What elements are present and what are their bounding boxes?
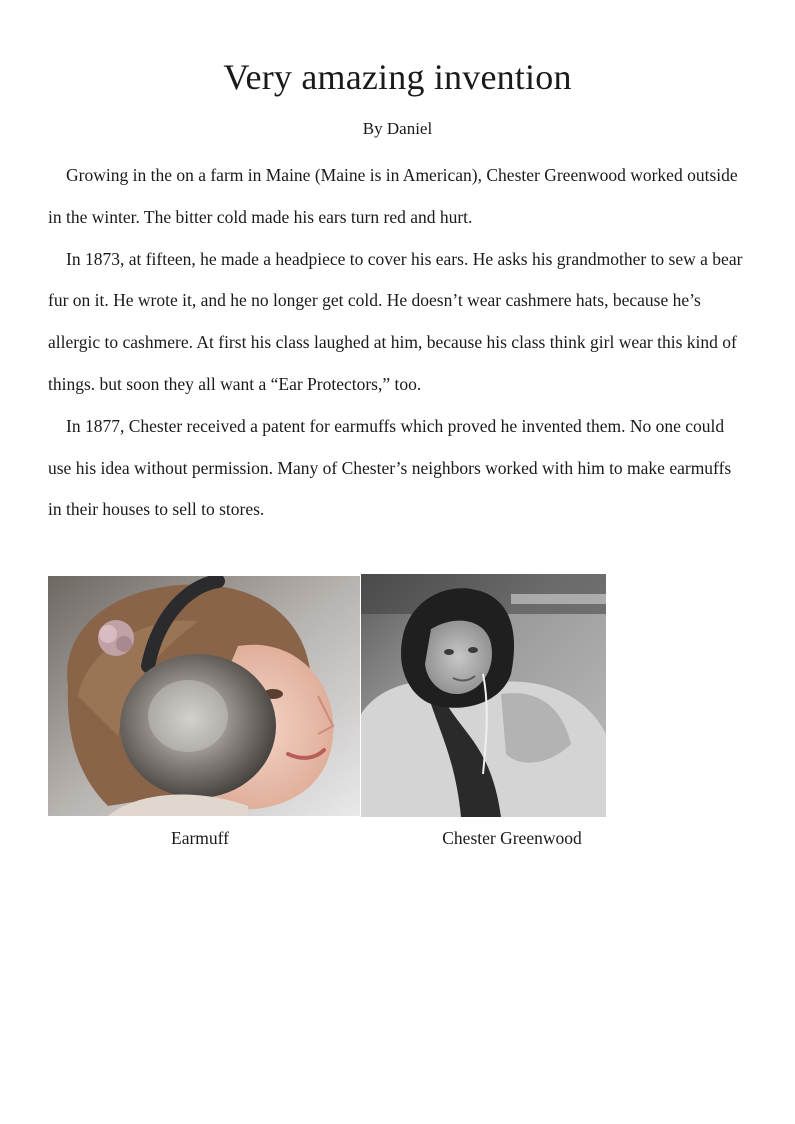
earmuff-photo <box>48 576 360 816</box>
paragraph: Growing in the on a farm in Maine (Maine is in American), Chester Greenwood worked outside in the winter. The bitter cold made his ears turn red and hurt. <box>48 165 738 227</box>
chester-greenwood-caption: Chester Greenwood <box>442 828 582 848</box>
earmuff-caption: Earmuff <box>171 828 229 848</box>
page-title: Very amazing invention <box>223 57 572 97</box>
chester-greenwood-photo <box>361 574 606 817</box>
byline: By Daniel <box>362 119 433 138</box>
article-body <box>48 155 748 531</box>
paragraph: In 1877, Chester received a patent for earmuffs which proved he invented them. No one could use his idea without permission. Many of Chester’s neighbors worked with him to make earmuffs in their houses to sell to stores. <box>48 415 732 520</box>
paragraph: In 1873, at fifteen, he made a headpiece to cover his ears. He asks his grandmother to sew a bear fur on it. He wrote it, and he no longer get cold. He doesn’t wear cashmere hats, because he’s allergic to cashmere. At first his class laughed at him, because his class think girl wear this kind of things. but soon they all want a “Ear Protectors,” too. <box>48 248 743 394</box>
